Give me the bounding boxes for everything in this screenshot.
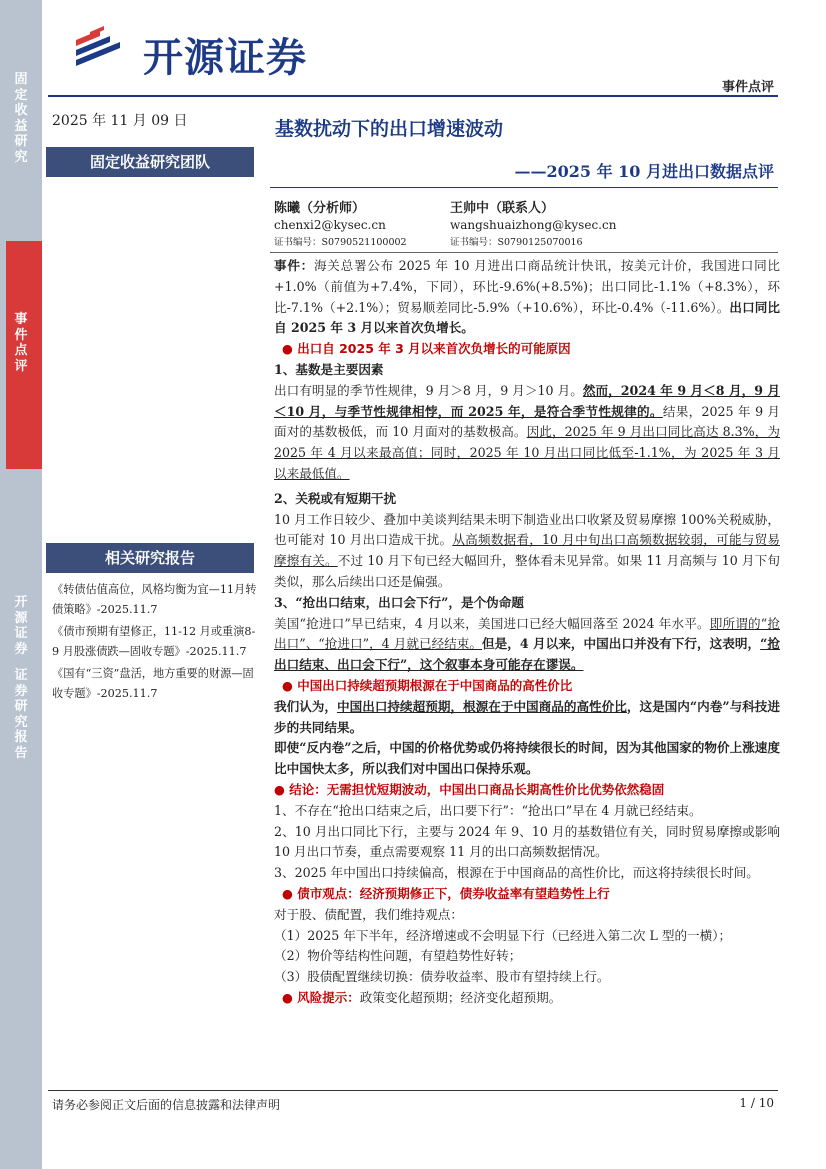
paragraph-1: 出口有明显的季节性规律，9 月＞8 月，9 月＞10 月。然而，2024 年 9 月＜8 月，9 月＜10 月，与季节性规律相悖，而 2025 年，是符合季节性规律的。结果，2025 年 9 月面对的基数极低，而 10 月面对的基数极高。因此，2025 年 9 月出口同比高达 8.3%，为 2025 年 4 月以来最高值；同时，2025 年 10 月出口同比低至-1.1%，为 2025 年 3 月以来最低值。 <box>274 382 781 481</box>
paragraph-4: 我们认为，中国出口持续超预期，根源在于中国商品的高性价比，这是国内“内卷”与科技进步的共同结果。 <box>274 698 780 735</box>
author-1-cert: 证书编号：S0790521100002 <box>274 237 407 248</box>
section-bullet-1: ● 出口自 2025 年 3 月以来首次负增长的可能原因 <box>282 341 571 357</box>
sidebar-label-bottom-2: 证券研究报告 <box>14 668 28 761</box>
author-2-name: 王帅中（联系人） <box>450 201 555 216</box>
report-body <box>274 256 780 1009</box>
conclusion-2: 2、10 月出口同比下行，主要与 2024 年 9、10 月的基数错位有关，同时贸易摩擦或影响 10 月出口节奏，重点需要观察 11 月的出口高频数据情况。 <box>274 823 780 860</box>
footer-divider <box>48 1090 778 1091</box>
report-title: 基数扰动下的出口增速波动 <box>275 118 504 140</box>
view-item-2: （2）物价等结构性问题，有望趋势性好转； <box>274 948 522 964</box>
related-report-item[interactable]: 《债市预期有望修正，11-12 月或重演8-9 月股涨债跌—固收专题》-2025.11.7 <box>52 625 256 658</box>
logo-text: 开源证券 <box>143 35 307 81</box>
event-paragraph: 事件：海关总署公布 2025 年 10 月进出口商品统计快讯，按美元计价，我国进口同比+1.0%（前值为+7.4%，下同），环比-9.6%(+8.5%)；出口同比-1.1%（+8.3%），环比-7.1%（+2.1%）；贸易顺差同比-5.9%（+10.6%），环比-0.4%（-11.6%）。出口同比自 2025 年 3 月以来首次负增长。 <box>274 258 781 336</box>
view-item-3: （3）股债配置继续切换：债券收益率、股市有望持续上行。 <box>274 969 610 985</box>
view-intro: 对于股、债配置，我们维持观点： <box>274 906 463 922</box>
author-2-cert: 证书编号：S0790125070016 <box>450 237 583 248</box>
paragraph-2: 10 月工作日较少、叠加中美谈判结果未明下制造业出口收紧及贸易摩擦 100%关税威胁，也可能对 10 月出口造成干扰。从高频数据看，10 月中旬出口高频数据较弱，可能与贸易摩擦有关。不过 10 月下旬已经大幅回升，整体看未见异常。如果 11 月高频与 10 月下旬类似，那么后续出口还是偏强。 <box>274 511 780 589</box>
section-bullet-2: ● 中国出口持续超预期根源在于中国商品的高性价比 <box>282 677 573 693</box>
risk-warning: ● 风险提示：政策变化超预期；经济变化超预期。 <box>282 989 562 1005</box>
conclusion-3: 3、2025 年中国出口持续偏高，根源在于中国商品的高性价比，而这将持续很长时间。 <box>274 865 759 881</box>
view-item-1: （1）2025 年下半年，经济增速或不会明显下行（已经进入第二次 L 型的一横）； <box>274 927 732 943</box>
team-label: 固定收益研究团队 <box>46 147 254 177</box>
related-reports-list <box>52 580 258 706</box>
section-heading-1: 1、基数是主要因素 <box>274 361 384 377</box>
author-1-email: chenxi2@kysec.cn <box>274 218 386 232</box>
paragraph-3: 美国“抢进口”早已结束，4 月以来，美国进口已经大幅回落至 2024 年水平。即所谓的“抢出口”、“抢进口”，4 月就已经结束。但是，4 月以来，中国出口并没有下行，这表明，“抢出口结束、出口会下行”，这个叙事本身可能存在谬误。 <box>274 615 780 673</box>
left-sidebar <box>0 0 42 1169</box>
header-divider <box>48 95 778 97</box>
related-report-item[interactable]: 《转债估值高位，风格均衡为宜—11月转债策略》-2025.11.7 <box>52 583 257 616</box>
author-1-name: 陈曦（分析师） <box>274 201 366 216</box>
page-number: 1 / 10 <box>739 1096 774 1110</box>
document-type: 事件点评 <box>721 80 774 95</box>
conclusion-1: 1、不存在“抢出口结束之后，出口要下行”：“抢出口”早在 4 月就已经结束。 <box>274 802 702 818</box>
section-bullet-3: ● 结论：无需担忧短期波动，中国出口商品长期高性价比优势依然稳固 <box>274 781 665 797</box>
report-subtitle: ——2025 年 10 月进出口数据点评 <box>514 162 774 181</box>
related-reports-header: 相关研究报告 <box>46 543 254 573</box>
section-bullet-4: ● 债市观点：经济预期修正下，债券收益率有望趋势性上行 <box>282 885 610 901</box>
sidebar-label-mid: 事件点评 <box>14 312 28 374</box>
title-divider <box>270 187 778 188</box>
author-2 <box>450 200 616 251</box>
author-divider <box>270 252 778 253</box>
author-1 <box>274 200 407 251</box>
section-heading-2: 2、关税或有短期干扰 <box>274 490 397 506</box>
footer-disclaimer: 请务必参阅正文后面的信息披露和法律声明 <box>52 1098 281 1112</box>
sidebar-label-top: 固定收益研究 <box>14 72 28 165</box>
related-report-item[interactable]: 《国有“三资”盘活，地方重要的财源—固收专题》-2025.11.7 <box>52 667 254 700</box>
author-2-email: wangshuaizhong@kysec.cn <box>450 218 617 232</box>
company-logo-icon <box>70 22 136 74</box>
section-heading-3: 3、“抢出口结束，出口会下行”，是个伪命题 <box>274 594 524 610</box>
paragraph-5: 即使“反内卷”之后，中国的价格优势或仍将持续很长的时间，因为其他国家的物价上涨速度比中国快太多，所以我们对中国出口保持乐观。 <box>274 740 780 777</box>
sidebar-label-bottom-1: 开源证券 <box>14 595 28 657</box>
report-date: 2025 年 11 月 09 日 <box>52 113 188 129</box>
